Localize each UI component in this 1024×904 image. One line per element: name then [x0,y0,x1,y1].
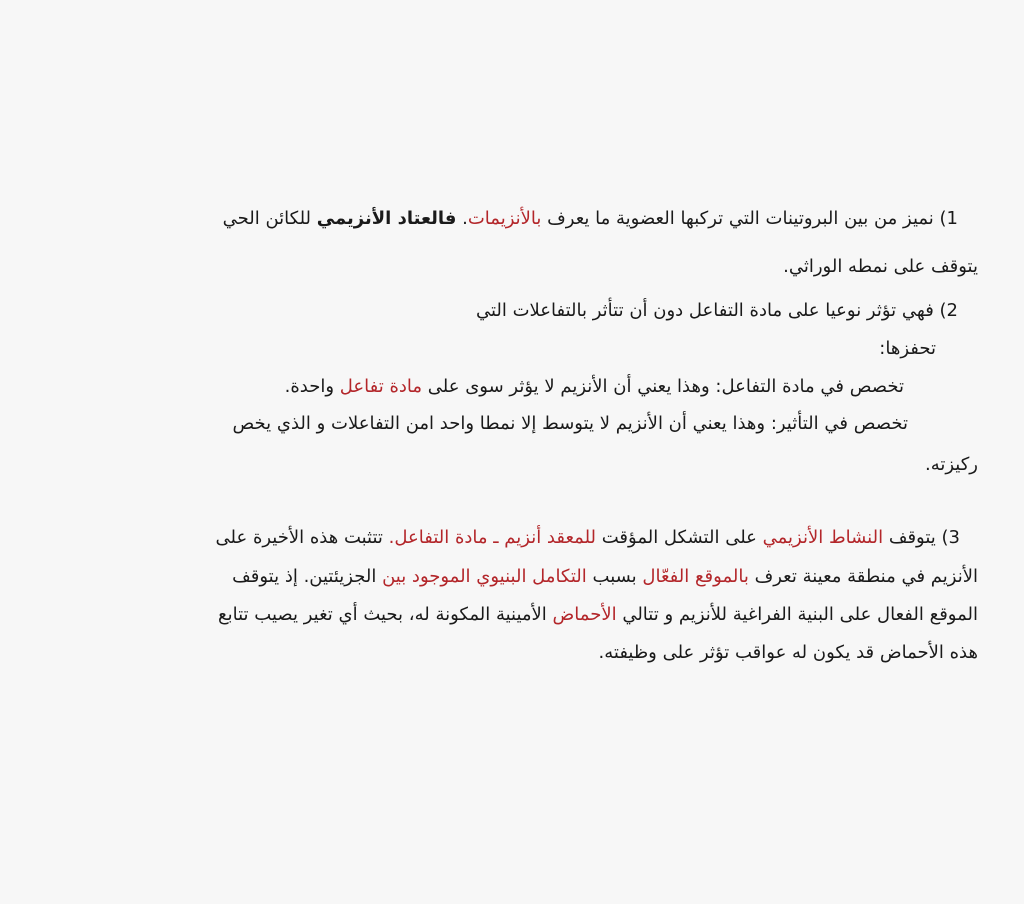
p3-l1-enzyme-activity-term: النشاط الأنزيمي [762,527,884,548]
p2-line-3 [285,374,904,400]
p1-l2-text: يتوقف على نمطه الوراثي. [783,256,978,277]
p1-l1-enzymes-term: بالأنزيمات [467,208,542,229]
p1-l1-enzyme-equipment-term: فالعتاد الأنزيمي [316,208,457,229]
p2-l1-text: 2) فهي تؤثر نوعيا على مادة التفاعل دون أن تتأثر بالتفاعلات التي [475,300,958,321]
p1-l1-text-e: للكائن الحي [222,208,317,229]
p3-l1-text-c: على التشكل المؤقت [596,527,763,548]
p3-line-4 [599,640,978,666]
p1-line-2 [783,254,978,280]
p2-l3-text-c: واحدة. [284,376,340,397]
p3-l1-text-e: تتثبت هذه الأخيرة على [215,527,389,548]
p3-l4-text: هذه الأحماض قد يكون له عواقب تؤثر على وظيفته. [598,642,978,663]
p2-l2-text: تحفزها: [879,338,936,359]
p3-l2-complementarity-term: التكامل البنيوي الموجود بين [382,566,587,587]
p2-line-1 [476,298,958,324]
p2-l4-text: تخصص في التأثير: وهذا يعني أن الأنزيم لا يتوسط إلا نمطا واحد امن التفاعلات و الذي يخص [232,413,908,434]
p3-l2-text-e: الجزيئتين. إذ يتوقف [232,566,383,587]
p3-l3-text-c: الأمينية المكونة له، بحيث أي تغير يصيب تتابع [218,604,553,625]
p3-l2-text-a: الأنزيم في منطقة معينة تعرف [748,566,978,587]
p3-l2-active-site-term: بالموقع الفعّال [642,566,749,587]
p1-l1-text-c: . [456,208,468,229]
p2-l5-text: ركيزته. [924,454,978,475]
p2-l3-text-a: تخصص في مادة التفاعل: وهذا يعني أن الأنزيم لا يؤثر سوى على [422,376,904,397]
p2-line-2 [879,336,936,362]
p1-line-1 [223,206,958,232]
p3-l3-text-a: الموقع الفعال على البنية الفراغية للأنزيم و تتالي [616,604,978,625]
p2-l3-substrate-term: مادة تفاعل [339,376,423,397]
p3-line-2 [232,564,978,590]
p2-line-5 [925,452,978,478]
p1-l1-text-a: 1) نميز من بين البروتينات التي تركبها العضوية ما يعرف [541,208,958,229]
p3-l1-complex-term: للمعقد أنزيم ـ مادة التفاعل. [388,527,597,548]
p2-line-4 [232,411,908,437]
p3-line-3 [218,602,978,628]
p3-line-1 [216,525,960,551]
p3-l3-acids-term: الأحماض [552,604,617,625]
p3-l2-text-c: بسبب [586,566,643,587]
p3-l1-text-a: 3) يتوقف [883,527,960,548]
